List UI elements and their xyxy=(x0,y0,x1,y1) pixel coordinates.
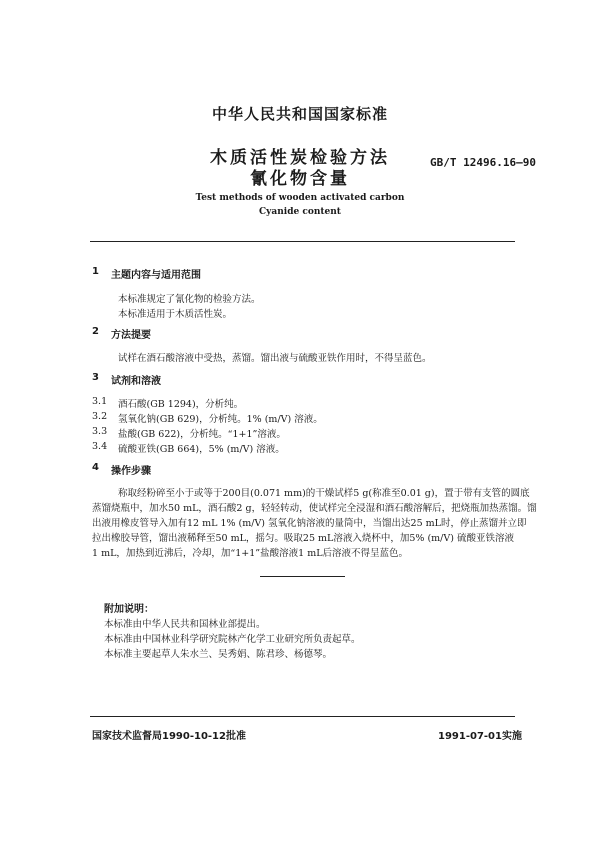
body-text: 称取经粉碎至小于或等于200目(0.071 mm)的干燥试样5 g(称准至0.01 g)，置于带有支管的圆底 xyxy=(118,488,530,499)
body-text: 拉出橡胶导管，馏出液稀释至50 mL，摇匀。吸取25 mL溶液入烧杯中，加5% (m/V) 硫酸亚铁溶液 xyxy=(92,533,514,544)
body-text: 出液用橡皮管导入加有12 mL 1% (m/V) 氢氧化钠溶液的量筒中，当馏出达25 mL时，停止蒸馏并立即 xyxy=(92,518,527,529)
section-number: 2 xyxy=(92,326,99,337)
implementation-date: 1991-07-01实施 xyxy=(438,731,522,742)
note-line: 本标准主要起草人朱水兰、吴秀娟、陈君珍、杨德琴。 xyxy=(104,649,333,660)
body-text: 试样在酒石酸溶液中受热，蒸馏。馏出液与硫酸亚铁作用时，不得呈蓝色。 xyxy=(118,353,432,364)
document-title: 木质活性炭检验方法 xyxy=(210,148,390,168)
note-line: 本标准由中华人民共和国林业部提出。 xyxy=(104,619,266,630)
section-number: 1 xyxy=(92,266,99,277)
item-text: 酒石酸(GB 1294)，分析纯。 xyxy=(118,399,244,410)
item-number: 3.1 xyxy=(92,396,108,407)
body-text: 本标准规定了氰化物的检验方法。 xyxy=(118,294,261,305)
item-text: 盐酸(GB 622)，分析纯。“1+1”溶液。 xyxy=(118,429,286,440)
standard-number: GB/T 12496.16—90 xyxy=(430,156,536,169)
list-item xyxy=(0,396,600,410)
body-text: 1 mL，加热到近沸后，冷却，加“1+1”盐酸溶液1 mL后溶液不得呈蓝色。 xyxy=(92,548,409,559)
section-title: 主题内容与适用范围 xyxy=(111,270,201,281)
note-line: 本标准由中国林业科学研究院林产化学工业研究所负责起草。 xyxy=(104,634,361,645)
item-number: 3.4 xyxy=(92,441,108,452)
notes-heading: 附加说明： xyxy=(104,604,154,615)
list-item xyxy=(0,411,600,425)
section-number: 3 xyxy=(92,372,99,383)
item-text: 氢氧化钠(GB 629)，分析纯。1% (m/V) 溶液。 xyxy=(118,414,323,425)
item-number: 3.2 xyxy=(92,411,108,422)
document-subtitle: 氰化物含量 xyxy=(250,169,350,189)
english-subtitle: Cyanide content xyxy=(259,207,341,217)
english-title: Test methods of wooden activated carbon xyxy=(195,193,405,203)
body-text: 本标准适用于木质活性炭。 xyxy=(118,309,233,320)
list-item xyxy=(0,426,600,440)
list-item xyxy=(0,441,600,455)
section-title: 操作步骤 xyxy=(111,466,151,477)
bottom-divider xyxy=(90,716,515,717)
item-number: 3.3 xyxy=(92,426,108,437)
body-text: 蒸馏烧瓶中，加水50 mL，酒石酸2 g，轻轻转动，使试样完全浸湿和酒石酸溶解后，把烧瓶加热蒸馏。馏 xyxy=(92,503,537,514)
section-title: 方法提要 xyxy=(111,330,151,341)
approval-date: 国家技术监督局1990-10-12批准 xyxy=(92,731,246,742)
section-title: 试剂和溶液 xyxy=(111,376,161,387)
section-number: 4 xyxy=(92,462,99,473)
section-divider xyxy=(260,576,345,577)
top-divider xyxy=(90,241,515,242)
item-text: 硫酸亚铁(GB 664)，5% (m/V) 溶液。 xyxy=(118,444,285,455)
standard-body-heading: 中华人民共和国国家标准 xyxy=(211,105,388,123)
